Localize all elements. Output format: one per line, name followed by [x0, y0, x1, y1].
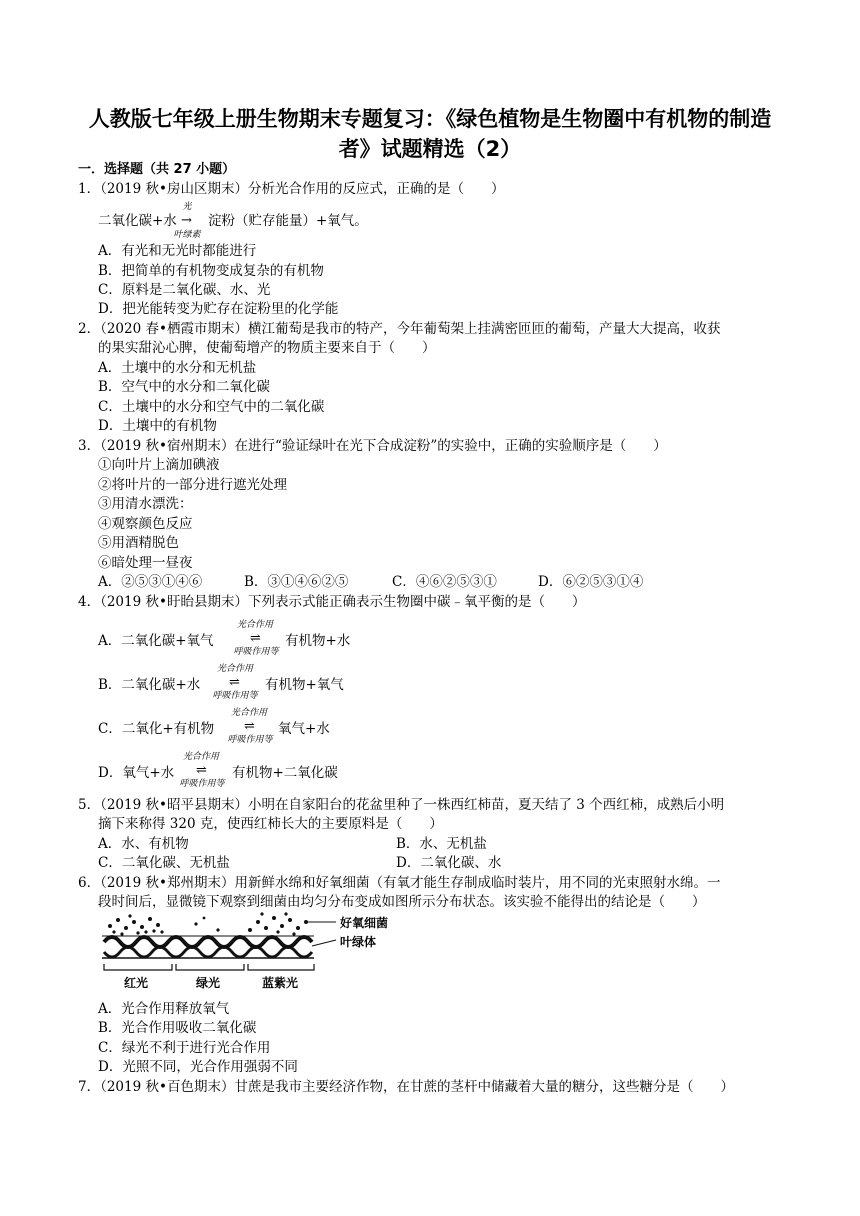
- spirogyra-bacteria-figure: [100, 912, 400, 994]
- q4-option-c-left: C．二氧化+有机物: [98, 721, 215, 737]
- chloroplast-spiral-upper: [104, 937, 312, 947]
- q5-option-d: D．二氧化碳、水: [396, 855, 502, 871]
- q3-stem: 3．（2019 秋•宿州期末）在进行“验证绿叶在光下合成淀粉”的实验中，正确的实验顺序是（ ）: [78, 438, 667, 454]
- label-chloroplast: 叶绿体: [340, 935, 377, 949]
- section-heading: 一．选择题（共 27 小题）: [78, 162, 236, 177]
- q1-option-c: C．原料是二氧化碳、水、光: [98, 282, 271, 298]
- q4-d-condition-bottom: 呼吸作用等: [179, 779, 225, 789]
- q1-stem: 1．（2019 秋•房山区期末）分析光合作用的反应式，正确的是（ ）: [78, 181, 505, 197]
- q4-b-condition-bottom: 呼吸作用等: [212, 691, 258, 701]
- q3-step-4: ④观察颜色反应: [98, 516, 193, 532]
- chloroplast-spiral-lower: [104, 947, 312, 957]
- q1-option-d: D．把光能转变为贮存在淀粉里的化学能: [98, 301, 339, 317]
- q6-stem-line1: 6．（2019 秋•郑州期末）用新鲜水绵和好氧细菌（有氧才能生存制成临时装片，用不同的光束照射水绵。一: [78, 875, 721, 891]
- q6-option-c: C．绿光不利于进行光合作用: [98, 1040, 271, 1056]
- q4-a-condition-top: 光合作用: [236, 620, 273, 630]
- q6-option-a: A．光合作用释放氧气: [98, 1001, 230, 1017]
- q4-d-condition-top: 光合作用: [182, 752, 219, 762]
- q1-option-a: A．有光和无光时都能进行: [98, 243, 257, 259]
- q3-option-b: B．③①④⑥②⑤: [244, 574, 349, 590]
- chloroplast-leader-line: [312, 940, 336, 946]
- q1-equation-arrow: →: [181, 213, 192, 228]
- q3-option-c: C．④⑥②⑤③①: [392, 574, 497, 590]
- q1-equation-condition-top: 光: [182, 202, 192, 212]
- q6-option-d: D．光照不同，光合作用强弱不同: [98, 1059, 298, 1075]
- q4-a-condition-bottom: 呼吸作用等: [233, 647, 279, 657]
- q3-option-a: A．②⑤③①④⑥: [98, 574, 203, 590]
- label-red-light: 红光: [124, 976, 149, 990]
- q2-stem-line2: 的果实甜沁心脾，使葡萄增产的物质主要来自于（ ）: [98, 340, 436, 356]
- q1-equation-condition-bottom: 叶绿素: [173, 230, 201, 240]
- q4-option-b-left: B．二氧化碳+水: [98, 677, 201, 693]
- q5-option-c: C．二氧化碳、无机盐: [98, 855, 230, 871]
- q3-step-1: ①向叶片上滴加碘液: [98, 457, 220, 473]
- q5-stem-line2: 摘下来称得 320 克，使西红柿长大的主要原料是（ ）: [98, 816, 443, 832]
- q4-option-a-right: 有机物+水: [285, 633, 351, 649]
- label-green-light: 绿光: [196, 976, 221, 990]
- q3-step-3: ③用清水漂洗：: [98, 496, 193, 512]
- q4-b-condition-top: 光合作用: [216, 664, 253, 674]
- q4-d-arrow: ⇌: [196, 763, 207, 778]
- document-title-line2: 者》试题精选（2）: [338, 137, 522, 161]
- red-light-bracket: [104, 964, 172, 970]
- q2-option-b: B．空气中的水分和二氧化碳: [98, 379, 270, 395]
- blue-violet-light-bracket: [248, 964, 314, 970]
- q6-stem-line2: 段时间后，显微镜下观察到细菌由均匀分布变成如图所示分布状态。该实验不能得出的结论是（ ）: [98, 894, 706, 910]
- q4-option-a-left: A．二氧化碳+氧气: [98, 633, 214, 649]
- q4-c-arrow: ⇌: [244, 719, 255, 734]
- q5-option-b: B．水、无机盐: [396, 836, 487, 852]
- green-light-bracket: [176, 964, 244, 970]
- q4-option-d-right: 有机物+二氧化碳: [232, 765, 338, 781]
- q7-stem: 7．（2019 秋•百色期末）甘蔗是我市主要经济作物，在甘蔗的茎杆中储藏着大量的糖分，这些糖分是（ ）: [78, 1079, 734, 1095]
- document-title-line1: 人教版七年级上册生物期末专题复习：《绿色植物是生物圈中有机物的制造: [88, 107, 772, 131]
- q3-step-2: ②将叶片的一部分进行遮光处理: [98, 477, 287, 493]
- q4-c-condition-top: 光合作用: [230, 708, 267, 718]
- bacteria-dots: [108, 912, 308, 935]
- q3-option-d: D．⑥②⑤③①④: [538, 574, 644, 590]
- q2-option-d: D．土壤中的有机物: [98, 418, 217, 434]
- label-blue-violet-light: 蓝紫光: [262, 976, 299, 990]
- q3-step-5: ⑤用酒精脱色: [98, 535, 179, 551]
- label-aerobic-bacteria: 好氧细菌: [340, 916, 389, 930]
- q1-equation-left: 二氧化碳+水: [98, 213, 177, 229]
- q5-option-a: A．水、有机物: [98, 836, 189, 852]
- q4-option-c-right: 氧气+水: [278, 721, 330, 737]
- q5-stem-line1: 5．（2019 秋•昭平县期末）小明在自家阳台的花盆里种了一株西红柿苗，夏天结了 3 个西红柿，成熟后小明: [78, 797, 725, 813]
- q4-b-arrow: ⇌: [229, 675, 240, 690]
- q4-option-b-right: 有机物+氧气: [265, 677, 344, 693]
- q4-stem: 4．（2019 秋•盱眙县期末）下列表示式能正确表示生物圈中碳﹣氧平衡的是（ ）: [78, 594, 586, 610]
- q3-step-6: ⑥暗处理一昼夜: [98, 555, 193, 571]
- q2-stem-line1: 2．（2020 春•栖霞市期末）横江葡萄是我市的特产，今年葡萄架上挂满密匝匝的葡萄，产量大大提高，收获: [78, 321, 721, 337]
- q4-c-condition-bottom: 呼吸作用等: [227, 735, 273, 745]
- q1-equation-right: 淀粉（贮存能量）+氧气。: [208, 213, 368, 229]
- q6-option-b: B．光合作用吸收二氧化碳: [98, 1020, 257, 1036]
- q2-option-c: C．土壤中的水分和空气中的二氧化碳: [98, 399, 325, 415]
- q4-option-d-left: D．氧气+水: [98, 765, 175, 781]
- q4-a-arrow: ⇌: [250, 631, 261, 646]
- q2-option-a: A．土壤中的水分和无机盐: [98, 360, 257, 376]
- q1-option-b: B．把简单的有机物变成复杂的有机物: [98, 263, 324, 279]
